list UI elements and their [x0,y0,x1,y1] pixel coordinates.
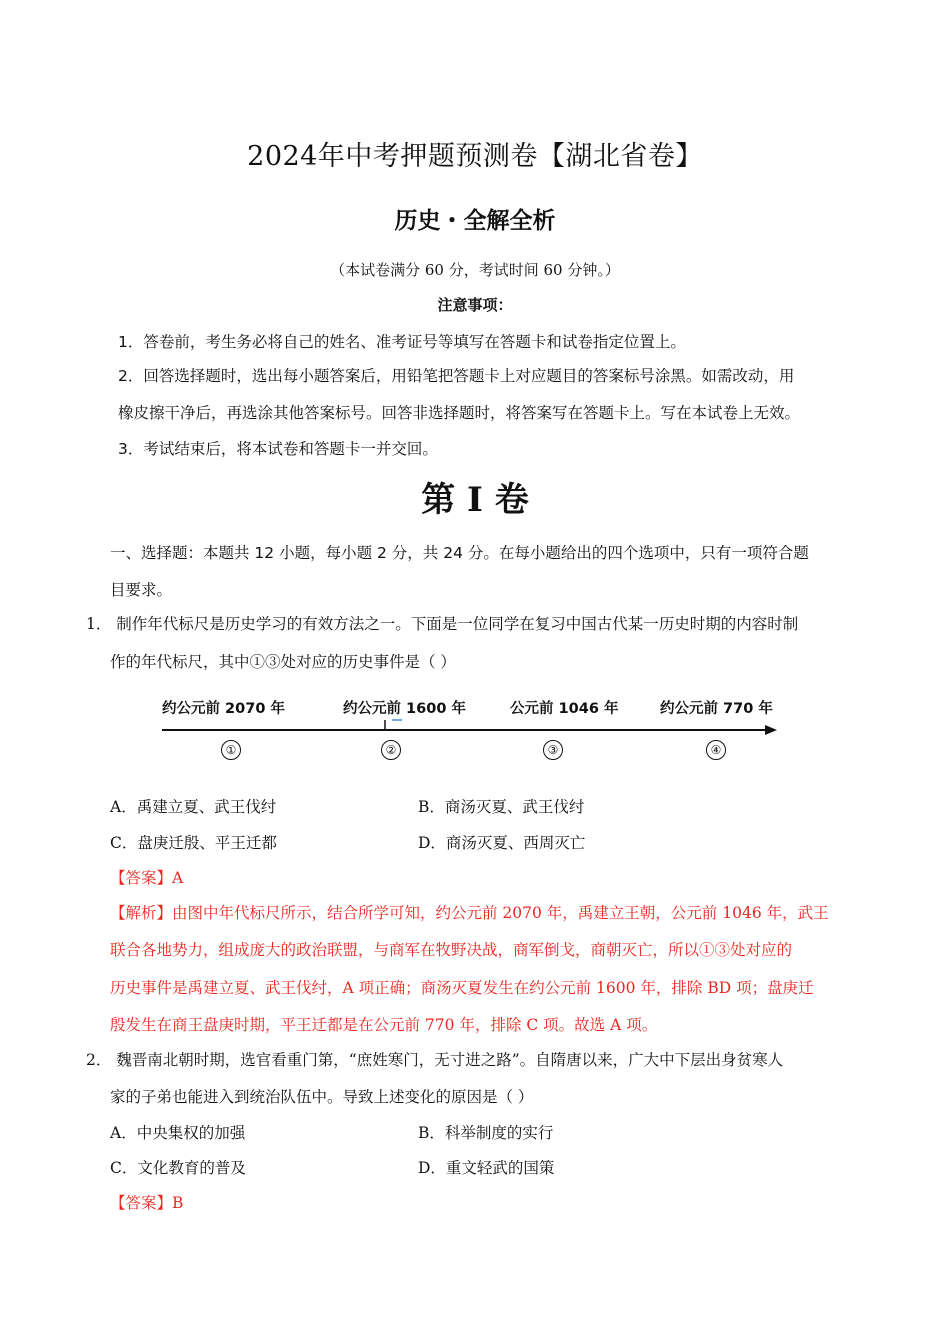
part-intro: 一、选择题：本题共 12 小题，每小题 2 分，共 24 分。在每小题给出的四个选项中，只有一项符合题 [110,544,809,562]
notice-item: 3．考试结束后，将本试卷和答题卡一并交回。 [118,440,438,458]
question-1-stem: 1． 制作年代标尺是历史学习的有效方法之一。下面是一位同学在复习中国古代某一历史时期的内容时制 [86,615,799,633]
option-d: D．重文轻武的国策 [418,1159,555,1177]
notice-title: 注意事项： [437,296,513,314]
option-a: A．中央集权的加强 [110,1124,246,1142]
analysis-1: 【解析】由图中年代标尺所示，结合所学可知，约公元前 2070 年，禹建立王朝，公元前 1046 年，武王 [110,904,829,922]
timeline-label: 约公元前 1600 年 [343,701,466,717]
timeline-marker: ② [381,740,401,760]
analysis-1: 联合各地势力，组成庞大的政治联盟，与商军在牧野决战，商军倒戈，商朝灭亡，所以①③处对应的 [110,941,793,959]
option-b: B．科举制度的实行 [418,1124,554,1142]
option-c: C．文化教育的普及 [110,1159,246,1177]
question-1-stem: 作的年代标尺，其中①③处对应的历史事件是（ ） [110,653,456,671]
option-c: C．盘庚迁殷、平王迁都 [110,834,277,852]
answer-1: 【答案】A [110,869,184,887]
analysis-1: 殷发生在商王盘庚时期，平王迁都是在公元前 770 年，排除 C 项。故选 A 项。 [110,1016,658,1034]
notice-item: 橡皮擦干净后，再选涂其他答案标号。回答非选择题时，将答案写在答题卡上。写在本试卷上无效。 [118,404,801,422]
part-intro: 目要求。 [110,581,173,599]
timeline-marker: ③ [543,740,563,760]
notice-item: 2．回答选择题时，选出每小题答案后，用铅笔把答题卡上对应题目的答案标号涂黑。如需改动，用 [118,367,795,385]
section-title: 第 I 卷 [421,480,529,520]
exam-info: （本试卷满分 60 分，考试时间 60 分钟。） [330,261,620,279]
option-d: D．商汤灭夏、西周灭亡 [418,834,586,852]
analysis-1: 历史事件是禹建立夏、武王伐纣，A 项正确；商汤灭夏发生在约公元前 1600 年，排除 BD 项；盘庚迁 [110,979,814,997]
timeline-marker: ① [221,740,241,760]
question-2-stem: 2． 魏晋南北朝时期，选官看重门第，“庶姓寒门，无寸进之路”。自隋唐以来，广大中下层出身贫寒人 [86,1051,784,1069]
arrow-head-icon [765,725,777,735]
option-b: B．商汤灭夏、武王伐纣 [418,798,585,816]
page-title: 2024年中考押题预测卷【湖北省卷】 [247,141,703,172]
timeline-label: 约公元前 770 年 [660,701,773,717]
timeline-axis [160,718,785,740]
timeline-label: 公元前 1046 年 [510,701,619,717]
notice-item: 1．答卷前，考生务必将自己的姓名、准考证号等填写在答题卡和试卷指定位置上。 [118,333,686,351]
page-subtitle: 历史・全解全析 [394,208,556,234]
timeline-marker: ④ [706,740,726,760]
option-a: A．禹建立夏、武王伐纣 [110,798,277,816]
answer-2: 【答案】B [110,1194,184,1212]
question-2-stem: 家的子弟也能进入到统治队伍中。导致上述变化的原因是（ ） [110,1088,534,1106]
timeline-label: 约公元前 2070 年 [162,701,285,717]
